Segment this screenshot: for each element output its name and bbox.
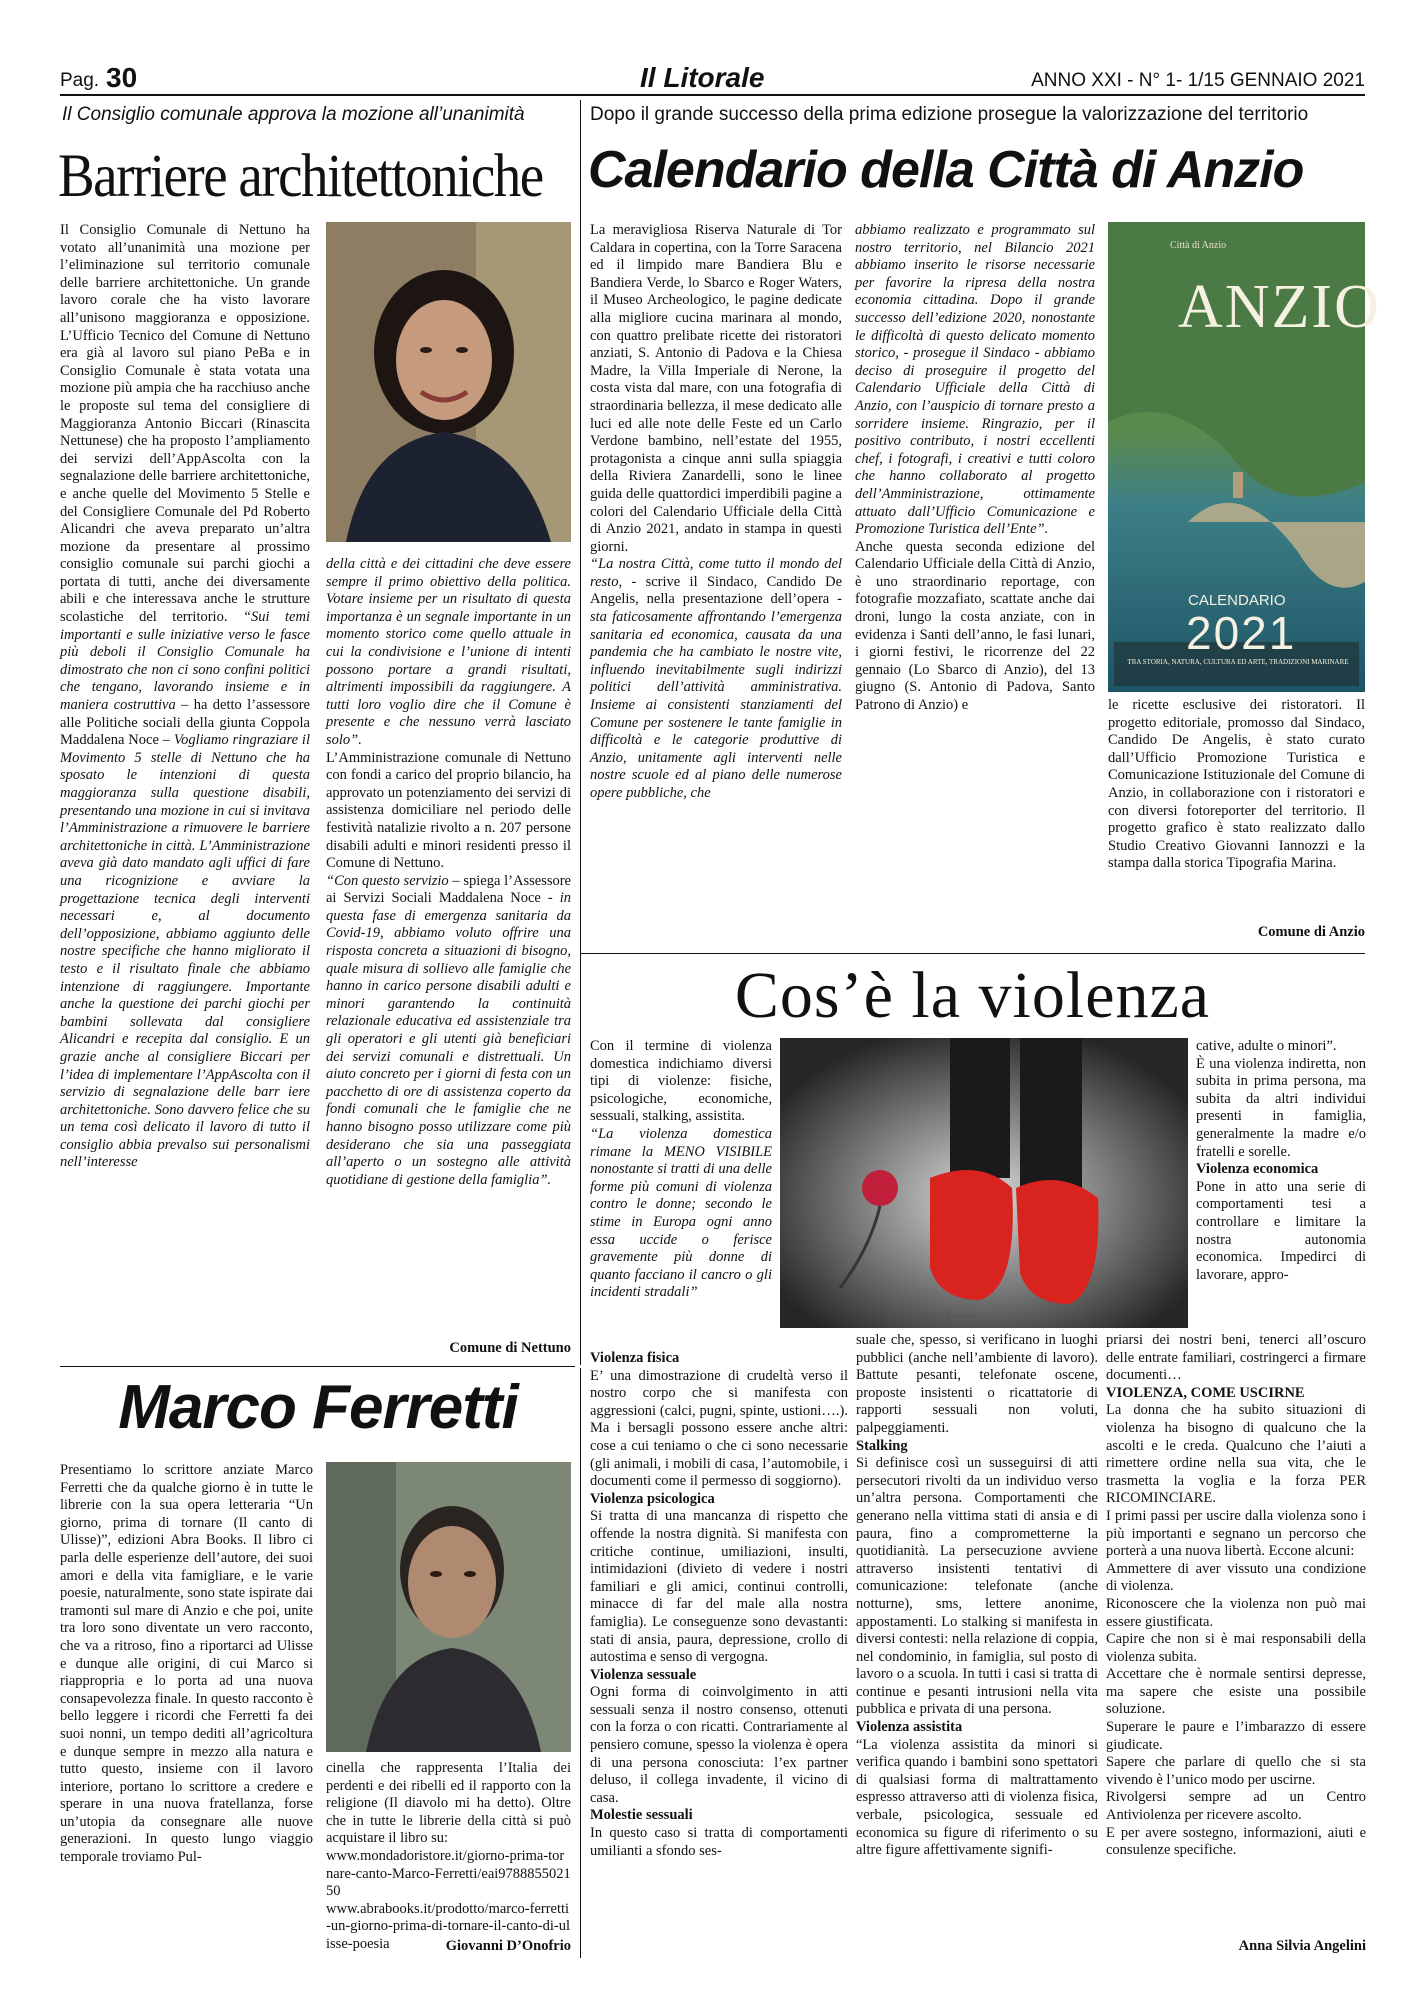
violenza-fisica: E’ una dimostrazione di crudeltà verso il nostro corpo che si manifesta con aggressioni (calci, pugni, spinte, ustioni….). Ma i bersagli possono essere anche altri: cose a cui teniamo o che ci sono necessarie (gli animali, i mobili di casa, l’automobile, i documenti come il permesso di soggiorno).	[590, 1367, 848, 1490]
violenza-c3-start: cative, adulte o minori”. È una violenza indiretta, non subita in prima persona, ma subita da altri individui presenti in famiglia, generalmente la madre e/o fratelli e sorelle.	[1196, 1038, 1366, 1160]
barriere-col1-mid: – ha detto l’assessore alle Politiche sociali della giunta Coppola Maddalena Noce –	[60, 697, 310, 749]
violenza-signature: Anna Silvia Angelini	[1238, 1938, 1366, 1954]
calendar-cover	[1108, 222, 1381, 692]
violenza-col1-intro	[590, 1038, 772, 1348]
divider-bottom	[580, 1368, 581, 1958]
calendario-col1-plain: La meravigliosa Riserva Naturale di Tor Caldara in copertina, con la Torre Saracena ed il limpido mare Bandiera Blu e Bandiera Verde, lo Sbarco e Roger Waters, il Museo Archeologico, le pagine dedicate alla migliore cucina marinara al mondo, con quattro prelibate ricette dei ristoratori anziati, S. Antonio di Padova e la Chiesa Madre, la Villa Imperiale di Nerone, la costa vista dal mare, con una fotografia di straordinaria bellezza, il mese dedicato alle luci ed alle note delle Feste ed un Carlo Verdone bambino, nell’estate del 1955, protagonista a cinque anni sulla spiaggia della Riviera Zanardelli, sono le linee guida delle quattordici imperdibili pagine a colori del Calendario Ufficiale della Città di Anzio 2021, andato in stampa in questi giorni.	[590, 222, 842, 555]
ferretti-col1	[60, 1462, 313, 1957]
cover-year: 2021	[1186, 607, 1297, 659]
barriere-col1-quote2: Vogliamo ringraziare il Movimento 5 stelle di Nettuno che ha sposato le intenzioni di questa maggioranza sulla questione disabili, presentando una mozione in cui si invitava l’Amministrazione a rimuovere le barriere architettoniche in città. L’Amministrazione aveva già dato mandato agli uffici di fare una ricognizione e avviare la progettazione tecnica degli interventi necessari e, al documento dell’opposizione, abbiamo aggiunto delle nostre specifiche che hanno migliorato il testo e il risultato finale che abbiamo intenzione di raggiungere. Importante anche la questione dei parchi giochi per bambini sollevata dal consigliere Alicandri e recepita dal consiglio. E un grazie anche al consigliere Biccari per l’idea di implementare l’AppAscolta con il servizio di segnalazione delle barr iere architettoniche. Sono davvero felice che su un tema così delicato il lavoro di tutto il consiglio abbia prevalso sui personalismi nell’interesse	[60, 732, 310, 1171]
heading-fisica: Violenza fisica	[590, 1350, 680, 1366]
violenza-c2-start: suale che, spesso, si verificano in luoghi pubblici (anche nell’ambiente di lavoro). Battute pesanti, telefonate oscene, proposte insistenti o ricattatorie di rapporti sessuali non voluti, palpeggiamenti.	[856, 1332, 1098, 1436]
paper-name: Il Litorale	[640, 62, 765, 93]
barriere-kicker: Il Consiglio comunale approva la mozione all’unanimità	[62, 104, 525, 125]
barriere-col2	[326, 556, 571, 1344]
calendario-signature: Comune di Anzio	[1257, 924, 1365, 940]
barriere-col2-mid: – spiega l’Assessore ai Servizi Sociali Maddalena Noce -	[326, 872, 571, 907]
violenza-title: Cos’è la violenza	[734, 959, 1211, 1032]
violenza-psicologica: Si tratta di una mancanza di rispetto che offende la nostra dignità. Si manifesta con critiche continue, umiliazioni, insulti, intimidazioni (divieto di vedere i nostri familiari e gli amici, continui controlli, minacce di far del male alla nostra famiglia). Le conseguenze sono devastanti: stati di ansia, paura, depressione, crollo di autostima e senso di vergogna.	[590, 1508, 848, 1666]
heading-assistita: Violenza assistita	[856, 1719, 963, 1736]
masthead-rule	[60, 94, 1365, 96]
violenza-uscirne: La donna che ha subito situazioni di violenza ha bisogno di qualcuno che la ascolti e le creda. Qualcuno che l’aiuti a rimettere ordine nella sua vita, che le trasmetta la voglia e la forza PER RICOMINCIARE. I primi passi per uscire dalla violenza sono i più importanti e segnano un percorso che porterà a una nuova libertà. Eccone alcuni: Ammettere di aver vissuto una condizione di violenza. Riconoscere che la violenza non può mai essere giustificata. Capire che non si è mai responsabili della violenza subita. Accettare che è normale sentirsi depresse, ma sapere che esiste una possibile soluzione. Superare le paure e l’imbarazzo di essere giudicate. Sapere che parlare di quello che si sta vivendo è l’unico modo per uscirne. Rivolgersi sempre ad un Centro Antiviolenza per ricevere ascolto. E per avere sostegno, informazioni, aiuti e consulenze specifiche.	[1106, 1402, 1366, 1859]
heading-molestie: Molestie sessuali	[590, 1807, 693, 1824]
portrait-woman-illustration	[326, 222, 571, 542]
calendario-col1-quote-a: “La nostra Città, come tutto il mondo del resto,	[590, 556, 842, 590]
page-number: 30	[106, 62, 138, 93]
ferretti-signature: Giovanni D’Onofrio	[445, 1938, 571, 1954]
ferretti-col1-text: Presentiamo lo scrittore anziate Marco Ferretti che da qualche giorno è in tutte le librerie con la sua opera letteraria “Un giorno, prima di tornare (Il canto di Ulisse)”, edizioni Abra Books. Il libro ci parla delle esperienze dell’autore, dei suoi amori e della vita famigliare, e le varie poesie, naturalmente, sono state ispirate dai tramonti sul mare di Anzio e che poi, unite tra loro sono diventate un vero racconto, che va a ritroso, fino a riportarci ad Ulisse e dunque alle origini, di cui Marco si riappropria e lo porta ad una nuova consapevolezza finale. In questo racconto è bello leggere i ricordi che Ferretti fa dei suoi nonni, un tempo dediti all’agricoltura e dunque sempre in mezzo alla natura e tutto questo, insieme con il lavoro interiore, portano lo scrittore a credere e sperare in una nuova fratellanza, forse un’utopia da consegnare alle nuove generazioni. In questo lungo viaggio temporale troviamo Pul-	[60, 1462, 313, 1866]
calendario-col1-mid: - scrive il Sindaco, Candido De Angelis, nella presentazione dell’opera -	[590, 573, 842, 608]
heading-sessuale: Violenza sessuale	[590, 1666, 697, 1683]
barriere-col2-quote-b: in questa fase di emergenza sanitaria da Covid-19, abbiamo voluto offrire una risposta concreta a situazioni di bisogno, quale misura di sollievo alle famiglie che hanno in carico persone disabili adulti e minori garantendo la continuità relazionale educativa ed assistenziale tra gli operatori e gli utenti già beneficiari dei servizi comunali e distrettuali. Un aiuto concreto per i giorni di festa con un pacchetto di ore di assistenza coperto da fondi comunali che le famiglie che ne hanno bisogno posso utilizzare come più desiderano che sia una passeggiata all’aperto o un sostegno alle attività quotidiane di gestione della famiglia”.	[326, 890, 571, 1188]
violenza-col4	[1106, 1332, 1366, 1938]
barriere-col1-plain: Il Consiglio Comunale di Nettuno ha votato all’unanimità una mozione per l’eliminazione sul territorio comunale delle barriere architettoniche. Un grande lavoro corale che ha visto lavorare all’unisono maggioranza e opposizione. L’Ufficio Tecnico del Comune di Nettuno era già al lavoro sul piano PeBa e in Consiglio Comunale è stata votata una mozione più ampia che ha racchiuso anche le proposte sul tema del consigliere di Maggioranza Antonio Biccari (Rinascita Nettunese) che ha proposto l’ampliamento dei servizi dell’AppAscolta con la segnalazione delle barriere architettoniche, e anche quelle del Movimento 5 Stelle e del Consigliere Comunale del Pd Roberto Alicandri che aveva preparato un’altra mozione da presentare al prossimo consiglio comunale sui parchi giochi a portata di tutti, anche dei diversamente abili e che interessava anche le strutture scolastiche del territorio.	[60, 222, 310, 626]
violenza-col1	[590, 1350, 848, 1960]
calendario-col2	[855, 222, 1095, 947]
violenza-intro-quote: “La violenza domestica rimane la MENO VISIBILE nonostante si tratti di una delle forme più comuni di violenza contro le donne; secondo le stime in Europa ogni anno essa uccide o ferisce gravemente più donne di quanto facciano il cancro o gli incidenti stradali”	[590, 1125, 772, 1301]
violenza-sessuale: Ogni forma di coinvolgimento in atti sessuali senza il nostro consenso, ottenuti con la forza o con ricatti. Contrariamente al pensiero comune, spesso la violenza è opera di una persona conosciuta: l’ex partner deluso, il collega invadente, il vicino di casa.	[590, 1684, 848, 1806]
violenza-molestie: In questo caso si tratta di comportamenti umilianti a sfondo ses-	[590, 1825, 848, 1859]
calendario-col1	[590, 222, 842, 947]
ferretti-title: Marco Ferretti	[118, 1373, 518, 1442]
violenza-col3	[1196, 1038, 1366, 1358]
red-shoes-illustration	[780, 1038, 1188, 1328]
barriere-signature: Comune di Nettuno	[449, 1340, 571, 1356]
calendario-col3	[1108, 697, 1365, 921]
portrait-marco-ferretti	[326, 1462, 571, 1752]
portrait-maddalena-noce	[326, 222, 571, 542]
page-label: Pag.	[60, 70, 100, 91]
issue-line: ANNO XXI - N° 1- 1/15 GENNAIO 2021	[1031, 70, 1365, 91]
barriere-col2-quote: della città e dei cittadini che deve essere sempre il primo obiettivo della politica. Votare insieme per un risultato di questa importanza è un segnale importante in un momento storico come quello attuale in cui la condivisione e l’unione di intenti possono portare a grandi risultati, altrimenti impossibili da raggiungere. A tutti loro voglio dire che il Comune è presente e che nessuno verrà lasciato solo”.	[326, 556, 571, 748]
cover-crest-text: Città di Anzio	[1170, 240, 1227, 251]
cover-big-title: ANZIO	[1178, 273, 1381, 341]
ferretti-col2-text: cinella che rappresenta l’Italia dei perdenti e dei ribelli ed il rapporto con la religione (Il diavolo mi ha detto). Oltre che in tutte le librerie della città si può acquistare il libro su:	[326, 1760, 571, 1847]
calendario-col2-quote: abbiamo realizzato e programmato sul nostro territorio, nel Bilancio 2021 abbiamo inserito le risorse necessarie per favorire la ripresa della nostra economia cittadina. Dopo il grande successo dell’edizione 2020, nonostante le difficoltà di questo delicato momento storico, - prosegue il Sindaco - abbiamo deciso di proseguire il progetto del Calendario Ufficiale della Città di Anzio, con l’auspicio di tornare presto a sorridere insieme. Ringrazio, per il positivo contributo, i nostri eccellenti chef, i fotografi, i creativi e tutti coloro che hanno collaborato al progetto dell’Amministrazione, ottimamente attuato dall’Ufficio Comunicazione e Promozione Turistica dell’Ente”.	[855, 222, 1095, 538]
barriere-col2-quote-a: “Con questo servizio	[326, 872, 449, 889]
barriere-col1	[60, 222, 310, 1352]
violenza-col2	[856, 1332, 1098, 1960]
calendario-col3-plain: le ricette esclusive dei ristoratori. Il progetto editoriale, promosso dal Sindaco, Candido De Angelis, è stato curato dall’Ufficio Promozione Turistica e Comunicazione Istituzionale del Comune di Anzio, in collaborazione con i ristoratori e con diversi fotoreporter del territorio. Il progetto grafico è stato realizzato dallo Studio Creativo Giovanni Iannozzi e la stampa dalla storica Tipografia Marina.	[1108, 697, 1365, 872]
heading-psicologica: Violenza psicologica	[590, 1490, 715, 1507]
portrait-man-illustration	[326, 1462, 571, 1752]
divider-top	[580, 100, 581, 1365]
barriere-col2-plain: L’Amministrazione comunale di Nettuno con fondi a carico del proprio bilancio, ha approvato un potenziamento dei servizi di assistenza domiciliare nel periodo delle festività natalizie rivolto a n. 207 persone disabili adulti e minori residenti presso il Comune di Nettuno.	[326, 749, 571, 872]
masthead	[60, 62, 1365, 94]
heading-stalking: Stalking	[856, 1437, 908, 1454]
barriere-col1-quote: “Sui temi importanti e sulle iniziative verso le fasce più deboli il Consiglio Comunale ha dimostrato che non ci sono confini politici che tengano, lavorando insieme e in maniera costruttiva	[60, 609, 310, 714]
violenza-assistita: “La violenza assistita da minori si verifica quando i bambini sono spettatori di qualsiasi forma di maltrattamento espresso attraverso atti di violenza fisica, verbale, psicologica, sessuale ed economica su figure di riferimento o su altre figure affettivamente signifi-	[856, 1736, 1098, 1859]
barriere-title: Barriere architettoniche	[58, 141, 543, 210]
cover-tagline: TRA STORIA, NATURA, CULTURA ED ARTE, TRADIZIONI MARINARE	[1127, 658, 1349, 666]
calendario-title: Calendario della Città di Anzio	[588, 141, 1304, 199]
violenza-c4-start: priarsi dei nostri beni, tenerci all’oscuro delle entrate familiari, costringerci a firmare documenti…	[1106, 1332, 1366, 1384]
calendario-kicker: Dopo il grande successo della prima edizione prosegue la valorizzazione del territorio	[590, 104, 1309, 125]
ferretti-link-mondadori[interactable]: www.mondadoristore.it/giorno-prima-tornare-canto-Marco-Ferretti/eai978885502150	[326, 1847, 571, 1900]
calendario-col2-plain: Anche questa seconda edizione del Calendario Ufficiale della Città di Anzio, è uno straordinario reportage, con fotografie mozzafiato, scattate anche dai droni, lungo la costa anziate, con in evidenza i Santi dell’anno, le fasi lunari, i giorni festivi, le ricorrenze del 22 gennaio (Lo Sbarco di Anzio), del 13 giugno (S. Antonio di Padova, Santo Patrono di Anzio) e	[855, 538, 1095, 714]
divider-violenza	[580, 953, 1365, 954]
violenza-economica-a: Pone in atto una serie di comportamenti tesi a controllare e limitare la nostra autonomia economica. Impedirci di lavorare, appro-	[1196, 1178, 1366, 1283]
calendario-col1-quote-b: sta faticosamente affrontando l’emergenza sanitaria ed economica, causata da una pandemia che ha cambiato le nostre vite, influendo inevitabilmente sugli indirizzi politici dell’attività amministrativa. Insieme ai consistenti stanziamenti del Comune per sostenere le tante famiglie in difficoltà e le categorie produttive di Anzio, unitamente agli interventi nelle nostre scuole ed al piano delle numerose opere pubbliche, che	[590, 609, 842, 801]
violenza-intro-plain: Con il termine di violenza domestica indichiamo diversi tipi di violenze: fisiche, psicologiche, economiche, sessuali, stalking, assistita.	[590, 1038, 772, 1125]
photo-credit: Marco Ferrante	[920, 1310, 978, 1320]
heading-uscirne: VIOLENZA, COME USCIRNE	[1106, 1384, 1305, 1401]
ferretti-link-abrabooks[interactable]: www.abrabooks.it/prodotto/marco-ferretti-un-giorno-prima-di-tornare-il-canto-di-ulisse-poesia	[326, 1900, 570, 1952]
divider-ferretti	[60, 1366, 575, 1367]
red-shoes-photo	[780, 1038, 1188, 1328]
heading-economica: Violenza economica	[1196, 1161, 1319, 1178]
cover-cal-label: CALENDARIO	[1188, 592, 1286, 609]
violenza-stalking: Si definisce così un susseguirsi di atti persecutori rivolti da un individuo verso un’altra persona. Comportamenti che generano nella vittima stati di ansia e di paura, fino a comprometterne la quotidianità. La persecuzione avviene attraverso insistenti tentativi di comunicazione: telefonate (anche notturne), sms, lettere anonime, appostamenti. Lo stalking si manifesta in diversi contesti: nella relazione di coppia, nel condominio, in famiglia, sul posto di lavoro o a scuola. In tutti i casi si tratta di continue e pesanti intrusioni nella vita pubblica e privata di una persona.	[856, 1455, 1098, 1718]
